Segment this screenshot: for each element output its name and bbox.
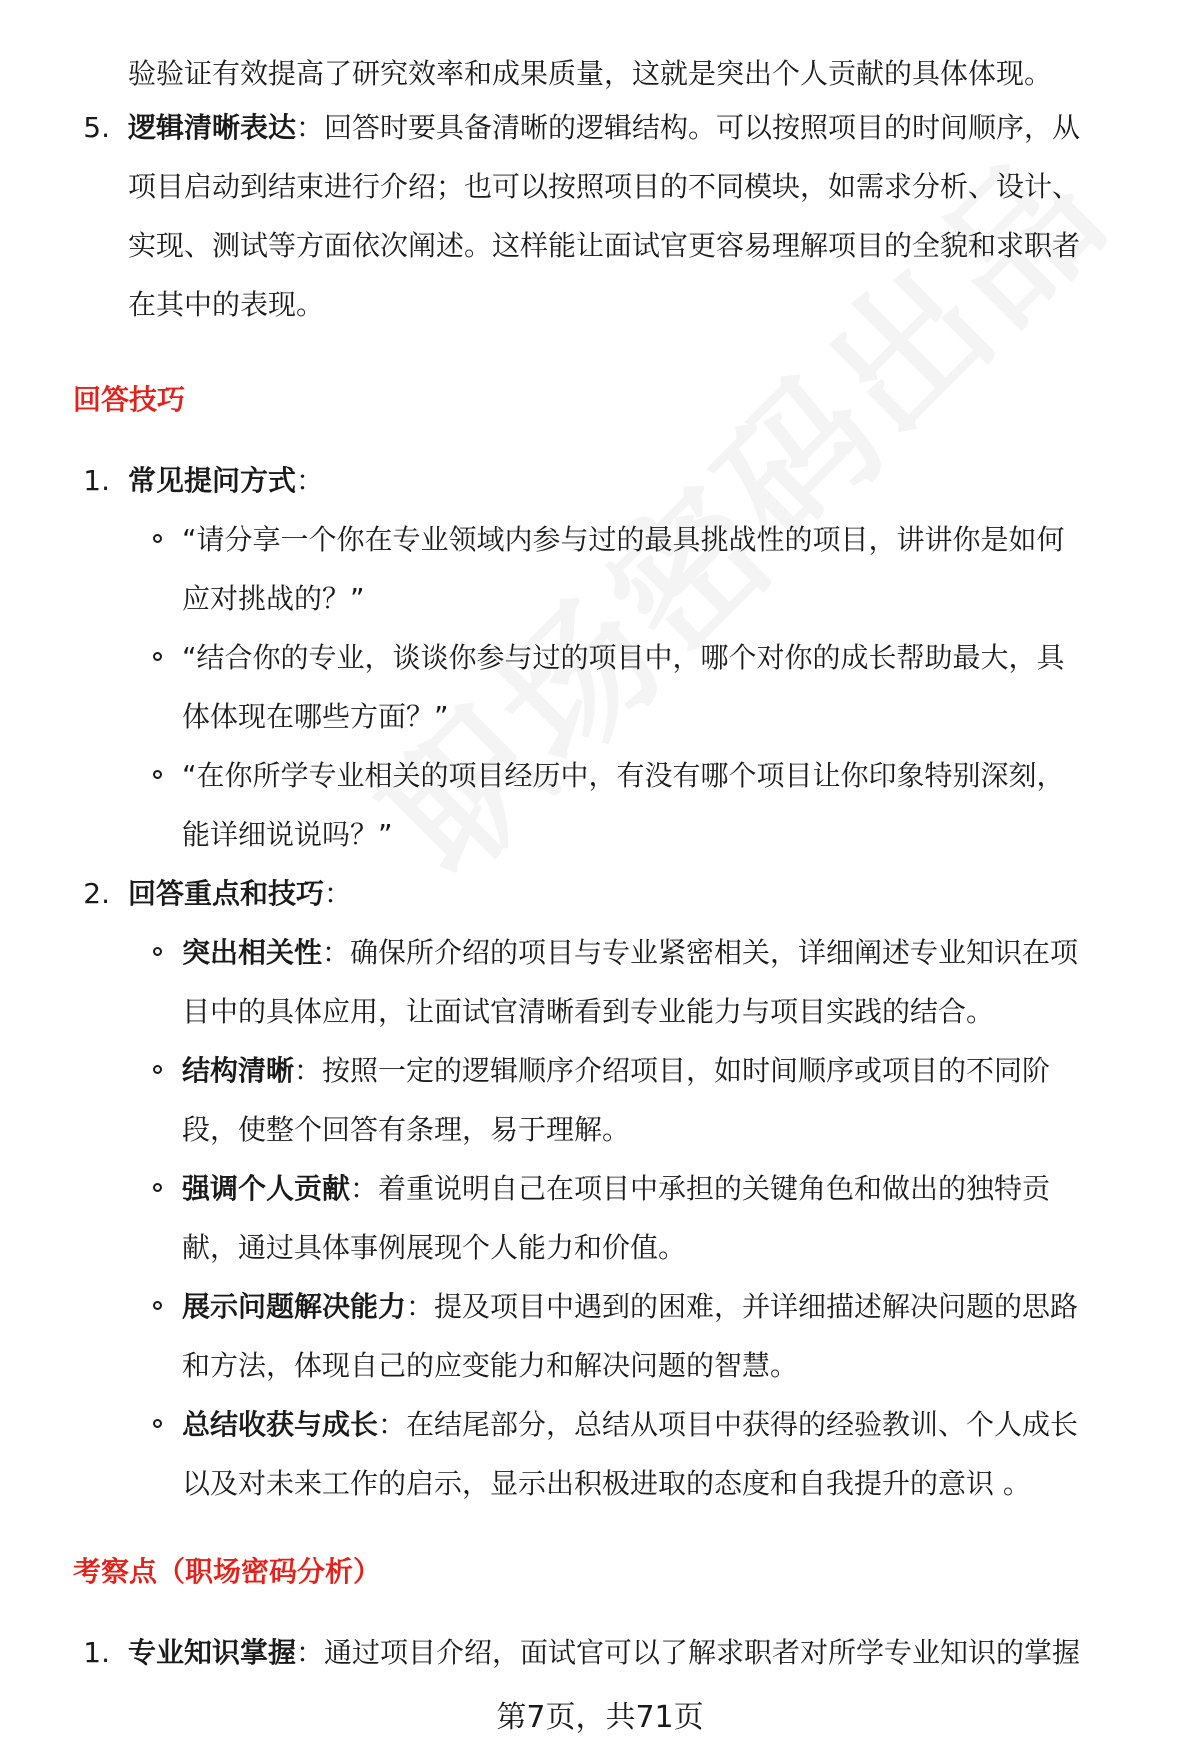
- bullet-line: 和方法，体现自己的应变能力和解决问题的智慧。: [182, 1349, 799, 1382]
- bullet-line: [182, 1395, 1078, 1454]
- term-separator: ：: [296, 111, 325, 144]
- bullet-line: 应对挑战的？”: [182, 582, 365, 615]
- bullet-text: ：提及项目中遇到的困难，并详细描述解决问题的思路: [406, 1290, 1079, 1323]
- list-item-text: 回答时要具备清晰的逻辑结构。可以按照项目的时间顺序，从: [324, 111, 1081, 144]
- bullet-line: [182, 1277, 1078, 1336]
- bullet-term: 展示问题解决能力: [182, 1290, 407, 1323]
- bullet-text: ：按照一定的逻辑顺序介绍项目，如时间顺序或项目的不同阶: [294, 1054, 1051, 1087]
- section-heading: 考察点（职场密码分析）: [73, 1555, 382, 1588]
- list-number: 2.: [83, 877, 110, 910]
- list-item-line: [128, 1623, 1080, 1682]
- term-separator: ：: [324, 877, 353, 910]
- list-item-line: [128, 864, 352, 923]
- bullet-line: 献，通过具体事例展现个人能力和价值。: [182, 1231, 687, 1264]
- list-number: 1.: [83, 464, 110, 497]
- section-heading: 回答技巧: [73, 383, 186, 416]
- list-item-line: [128, 98, 1080, 157]
- bullet-line: 段，使整个回答有条理，易于理解。: [182, 1113, 631, 1146]
- bullet-icon: [153, 947, 162, 956]
- list-number: 1.: [83, 1636, 110, 1669]
- page-number: 第7页，共71页: [496, 1700, 704, 1735]
- list-item-term: 逻辑清晰表达: [128, 111, 297, 144]
- bullet-term: 突出相关性: [182, 936, 323, 969]
- bullet-line: [182, 923, 1078, 982]
- bullet-line: 以及对未来工作的启示，显示出积极进取的态度和自我提升的意识 。: [182, 1467, 1031, 1500]
- bullet-line: [182, 1041, 1050, 1100]
- list-item-text: 通过项目介绍，面试官可以了解求职者对所学专业知识的掌握: [324, 1636, 1081, 1669]
- bullet-icon: [153, 1183, 162, 1192]
- bullet-line: [182, 1159, 1050, 1218]
- bullet-text: ：着重说明自己在项目中承担的关键角色和做出的独特贡: [350, 1172, 1051, 1205]
- bullet-icon: [153, 1065, 162, 1074]
- bullet-term: 总结收获与成长: [182, 1408, 379, 1441]
- bullet-line: “请分享一个你在专业领域内参与过的最具挑战性的项目，讲讲你是如何: [182, 523, 1065, 556]
- paragraph-line: 实现、测试等方面依次阐述。这样能让面试官更容易理解项目的全貌和求职者: [128, 229, 1081, 262]
- list-item-line: [128, 451, 324, 510]
- list-item-term: 回答重点和技巧: [128, 877, 325, 910]
- bullet-icon: [153, 652, 162, 661]
- list-number: 5.: [83, 111, 110, 144]
- bullet-term: 强调个人贡献: [182, 1172, 351, 1205]
- bullet-term: 结构清晰: [182, 1054, 295, 1087]
- bullet-icon: [153, 534, 162, 543]
- list-item-term: 专业知识掌握: [128, 1636, 297, 1669]
- bullet-icon: [153, 1419, 162, 1428]
- bullet-line: “在你所学专业相关的项目经历中，有没有哪个项目让你印象特别深刻，: [182, 759, 1065, 792]
- bullet-line: 体体现在哪些方面？”: [182, 700, 449, 733]
- bullet-text: ：确保所介绍的项目与专业紧密相关，详细阐述专业知识在项: [322, 936, 1079, 969]
- bullet-icon: [153, 770, 162, 779]
- list-item-term: 常见提问方式: [128, 464, 297, 497]
- term-separator: ：: [296, 464, 325, 497]
- bullet-text: ：在结尾部分，总结从项目中获得的经验教训、个人成长: [378, 1408, 1079, 1441]
- bullet-line: “结合你的专业，谈谈你参与过的项目中，哪个对你的成长帮助最大，具: [182, 641, 1065, 674]
- bullet-icon: [153, 1301, 162, 1310]
- bullet-line: 目中的具体应用，让面试官清晰看到专业能力与项目实践的结合。: [182, 995, 995, 1028]
- paragraph-line: 在其中的表现。: [128, 288, 325, 321]
- bullet-line: 能详细说说吗？”: [182, 818, 393, 851]
- paragraph-line: 项目启动到结束进行介绍；也可以按照项目的不同模块，如需求分析、设计、: [128, 170, 1081, 203]
- term-separator: ：: [296, 1636, 325, 1669]
- paragraph-line: 验验证有效提高了研究效率和成果质量，这就是突出个人贡献的具体体现。: [128, 57, 1053, 90]
